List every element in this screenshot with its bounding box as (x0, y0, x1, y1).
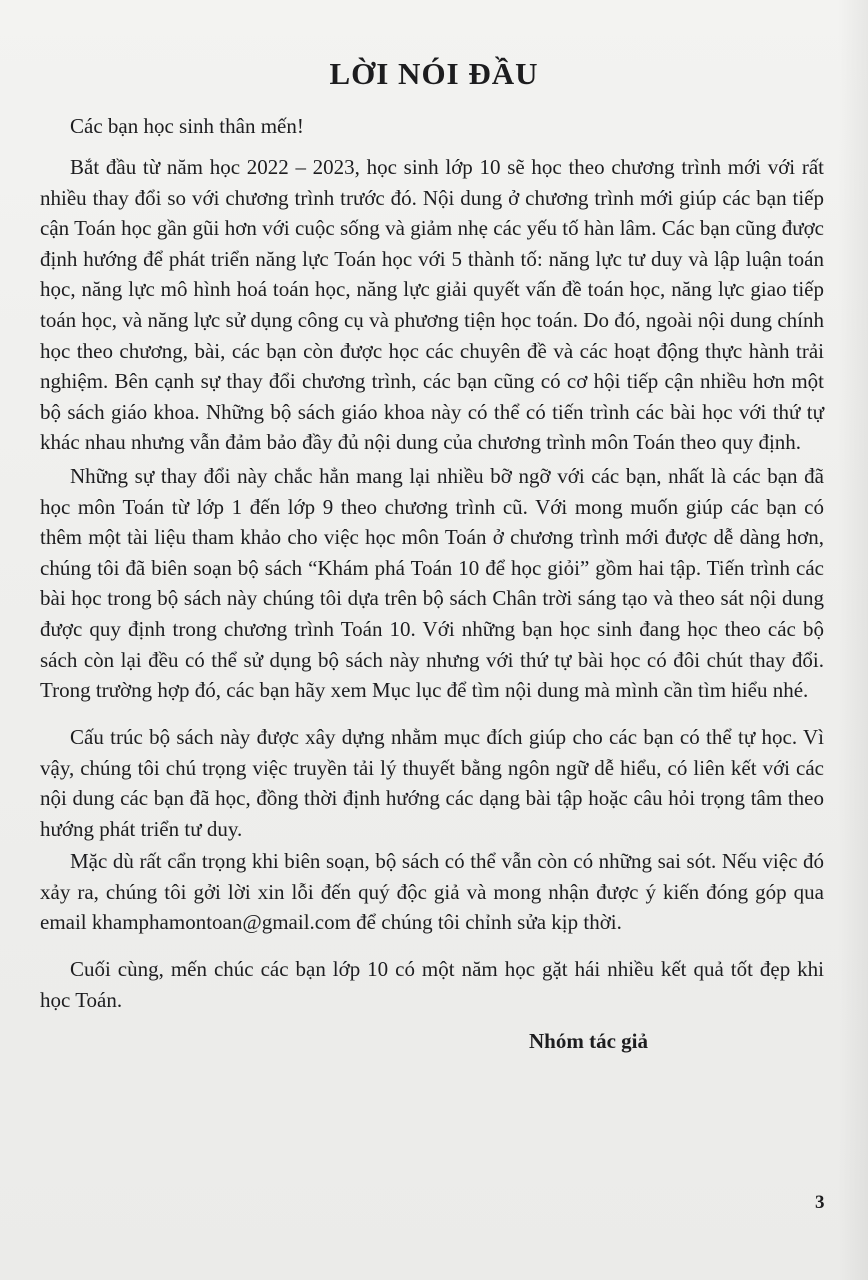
paragraph-errata: Mặc dù rất cẩn trọng khi biên soạn, bộ sách có thể vẫn còn có những sai sót. Nếu việc đó xảy ra, chúng tôi gởi lời xin lỗi đến quý độc giả và mong nhận được ý kiến đóng góp qua email khamphamontoan@gmail.com để chúng tôi chỉnh sửa kịp thời. (40, 849, 824, 935)
page-title: LỜI NÓI ĐẦU (329, 56, 539, 91)
paragraph-closing: Cuối cùng, mến chúc các bạn lớp 10 có một năm học gặt hái nhiều kết quả tốt đẹp khi học Toán. (40, 957, 824, 1012)
page-number: 3 (815, 1192, 825, 1213)
paragraph-changes: Những sự thay đổi này chắc hẳn mang lại nhiều bỡ ngỡ với các bạn, nhất là các bạn đã học môn Toán từ lớp 1 đến lớp 9 theo chương trình cũ. Với mong muốn giúp các bạn có thêm một tài liệu tham khảo cho việc học môn Toán ở chương trình mới được dễ dàng hơn, chúng tôi đã biên soạn bộ sách “Khám phá Toán 10 để học giỏi” gồm hai tập. Tiến trình các bài học trong bộ sách này chúng tôi dựa trên bộ sách Chân trời sáng tạo và theo sát nội dung được quy định trong chương trình Toán 10. Với những bạn học sinh đang học theo các bộ sách còn lại đều có thể sử dụng bộ sách này nhưng với thứ tự bài học có đôi chút thay đổi. Trong trường hợp đó, các bạn hãy xem Mục lục để tìm nội dung mà mình cần tìm hiểu nhé. (40, 464, 824, 703)
page-edge-shadow (838, 0, 868, 1280)
paragraph-intro: Bắt đầu từ năm học 2022 – 2023, học sinh lớp 10 sẽ học theo chương trình mới với rất nhiều thay đổi so với chương trình trước đó. Nội dung ở chương trình mới giúp các bạn tiếp cận Toán học gần gũi hơn với cuộc sống và giảm nhẹ các yếu tố hàn lâm. Các bạn cũng được định hướng để phát triển năng lực Toán học với 5 thành tố: năng lực tư duy và lập luận toán học, năng lực mô hình hoá toán học, năng lực giải quyết vấn đề toán học, năng lực giao tiếp toán học, và năng lực sử dụng công cụ và phương tiện học toán. Do đó, ngoài nội dung chính học theo chương, bài, các bạn còn được học các chuyên đề và các hoạt động thực hành trải nghiệm. Bên cạnh sự thay đổi chương trình, các bạn cũng có cơ hội tiếp cận nhiều hơn một bộ sách giáo khoa. Những bộ sách giáo khoa này có thể có tiến trình các bài học với thứ tự khác nhau nhưng vẫn đảm bảo đầy đủ nội dung của chương trình môn Toán theo quy định. (40, 155, 824, 455)
paragraph-structure: Cấu trúc bộ sách này được xây dựng nhằm mục đích giúp cho các bạn có thể tự học. Vì vậy, chúng tôi chú trọng việc truyền tải lý thuyết bằng ngôn ngữ dễ hiểu, có liên kết với các nội dung các bạn đã học, đồng thời định hướng các dạng bài tập hoặc câu hỏi trọng tâm theo hướng phát triển tư duy. (40, 725, 824, 841)
greeting: Các bạn học sinh thân mến! (70, 114, 304, 138)
author-signature: Nhóm tác giả (529, 1029, 648, 1053)
